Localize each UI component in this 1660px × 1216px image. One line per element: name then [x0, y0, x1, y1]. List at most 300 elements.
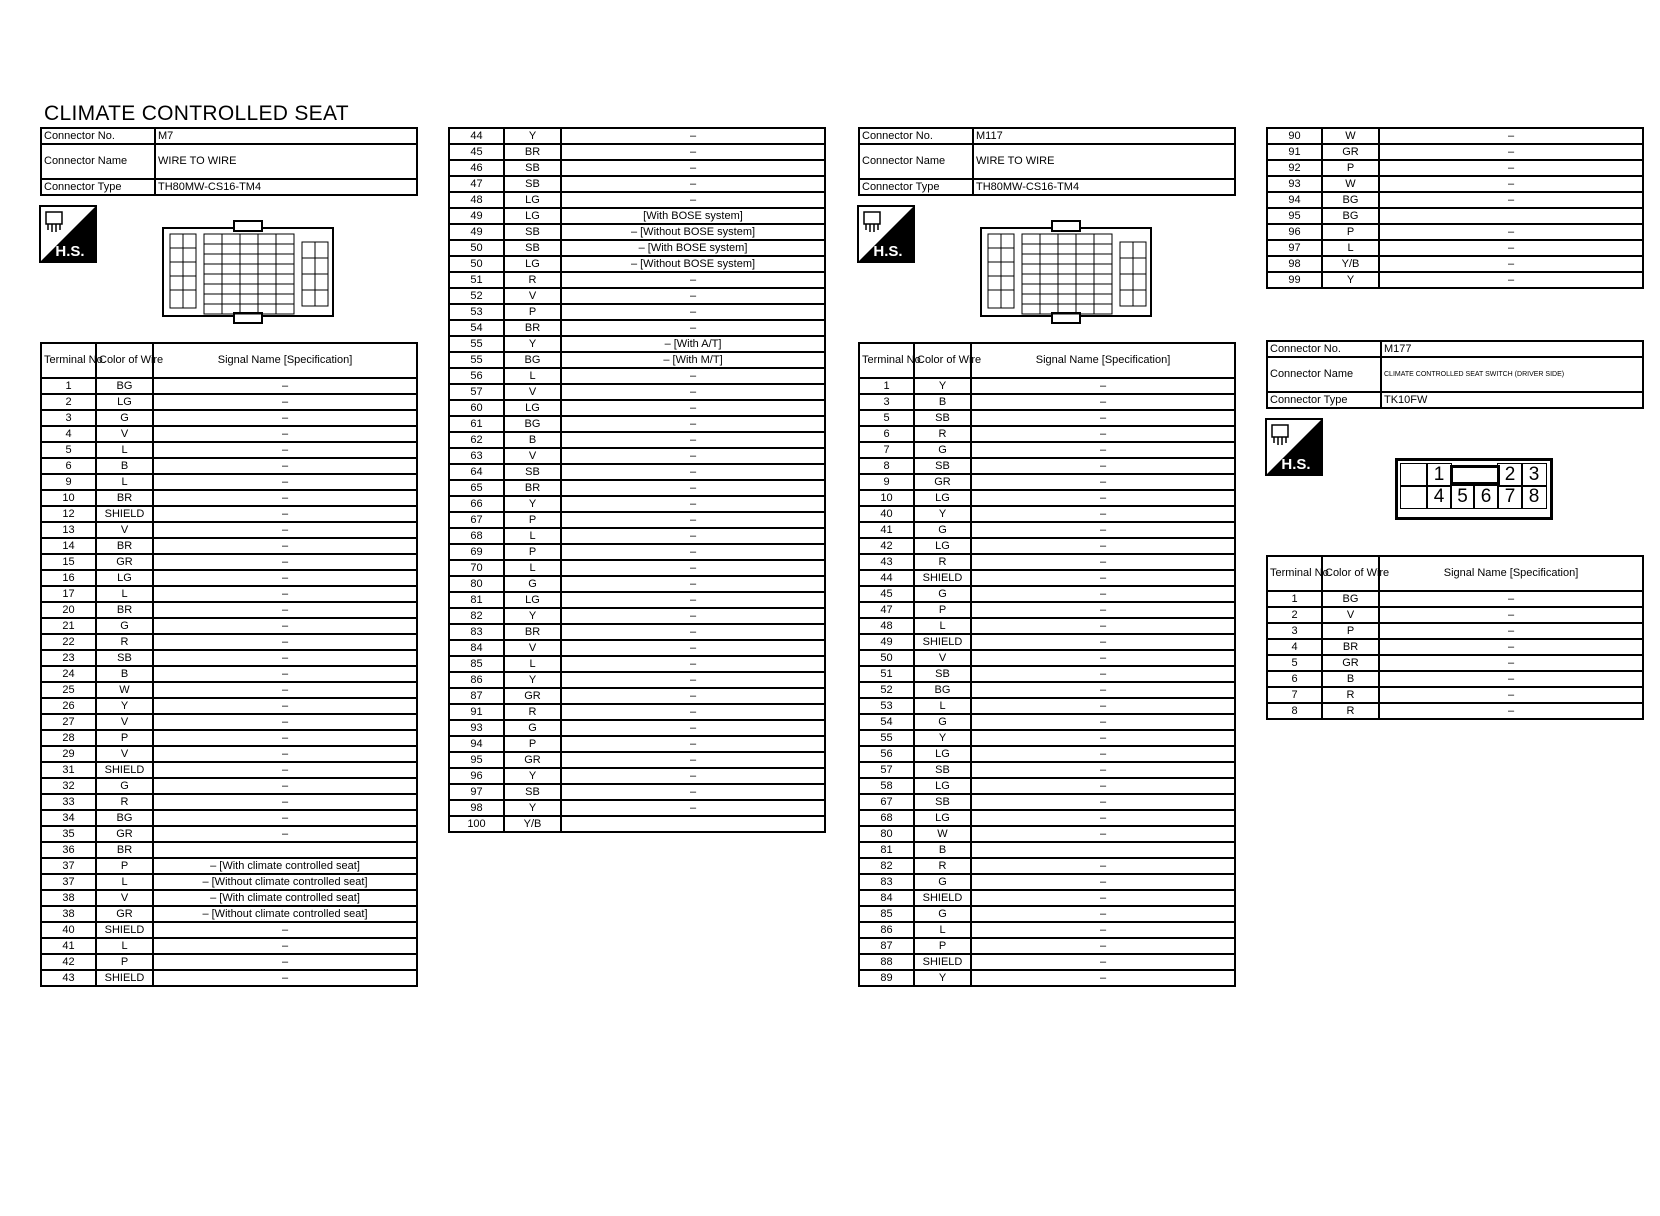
signal-name-cell: – [971, 458, 1235, 474]
signal-name-cell: – [561, 128, 825, 144]
hs-label: H.S. [55, 243, 85, 260]
signal-name-cell: – [971, 810, 1235, 826]
wire-color-cell: LG [504, 400, 561, 416]
wire-color-cell: P [96, 730, 153, 746]
table-row [41, 890, 417, 906]
signal-name-cell: – [1379, 607, 1643, 623]
wire-color-cell: LG [504, 208, 561, 224]
table-row [1267, 256, 1643, 272]
wire-color-cell: R [504, 704, 561, 720]
wire-color-cell: SB [914, 410, 971, 426]
table-row [449, 752, 825, 768]
terminal-no-cell: 95 [1267, 208, 1322, 224]
table-row [859, 826, 1235, 842]
terminal-no-cell: 90 [1267, 128, 1322, 144]
table-row [41, 730, 417, 746]
wire-color-cell: P [1322, 160, 1379, 176]
signal-name-cell: – [971, 746, 1235, 762]
terminal-no-cell: 54 [859, 714, 914, 730]
terminal-no-cell: 93 [1267, 176, 1322, 192]
wire-color-cell: BR [504, 320, 561, 336]
table-row [449, 768, 825, 784]
signal-name-cell: – [1379, 128, 1643, 144]
signal-name-cell: – [971, 954, 1235, 970]
table-row [449, 400, 825, 416]
m117-connector-diagram [980, 220, 1152, 324]
terminal-no-cell: 2 [41, 394, 96, 410]
wire-color-cell: P [1322, 224, 1379, 240]
terminal-no-cell: 93 [449, 720, 504, 736]
terminal-no-cell: 68 [449, 528, 504, 544]
signal-name-cell: – [971, 586, 1235, 602]
table-row [449, 592, 825, 608]
signal-name-cell: – [1379, 687, 1643, 703]
signal-name-cell: – [Without BOSE system] [561, 224, 825, 240]
signal-name-cell: – [153, 538, 417, 554]
signal-name-cell [971, 842, 1235, 858]
table-row [41, 586, 417, 602]
pin-label: 6 [1473, 485, 1499, 509]
terminal-no-cell: 48 [449, 192, 504, 208]
table-row [449, 480, 825, 496]
signal-name-cell: – [153, 490, 417, 506]
table-row [41, 666, 417, 682]
signal-name-cell: – [561, 576, 825, 592]
signal-name-cell: – [561, 672, 825, 688]
table-row [859, 730, 1235, 746]
signal-name-cell: – [1379, 192, 1643, 208]
m117-terminal-table [858, 342, 1236, 987]
terminal-no-cell: 6 [1267, 671, 1322, 687]
table-row [1267, 128, 1643, 144]
wire-color-cell: BG [504, 416, 561, 432]
table-row [41, 954, 417, 970]
signal-name-cell: – [971, 922, 1235, 938]
terminal-no-cell: 1 [41, 378, 96, 394]
table-row [449, 240, 825, 256]
table-row [859, 650, 1235, 666]
terminal-no-cell: 24 [41, 666, 96, 682]
terminal-no-cell: 1 [859, 378, 914, 394]
wire-color-cell: Y [914, 378, 971, 394]
wire-color-cell: L [914, 618, 971, 634]
table-row [859, 586, 1235, 602]
terminal-no-cell: 40 [41, 922, 96, 938]
table-row [41, 682, 417, 698]
wire-color-cell: B [914, 842, 971, 858]
signal-name-cell: – [561, 176, 825, 192]
connector-name-label: Connector Name [41, 144, 155, 179]
signal-name-cell: – [1379, 591, 1643, 607]
terminal-no-cell: 43 [41, 970, 96, 986]
signal-name-cell: – [153, 378, 417, 394]
terminal-no-cell: 96 [449, 768, 504, 784]
table-row [859, 682, 1235, 698]
table-row [449, 656, 825, 672]
signal-name-cell: – [1379, 671, 1643, 687]
signal-name-cell: – [971, 938, 1235, 954]
table-row [859, 442, 1235, 458]
wire-color-cell: V [96, 890, 153, 906]
signal-name-cell: – [561, 656, 825, 672]
hs-label: H.S. [1281, 456, 1311, 473]
wire-color-cell: BG [1322, 192, 1379, 208]
connector-name-label: Connector Name [1267, 357, 1381, 392]
table-row [1267, 607, 1643, 623]
table-row [1267, 176, 1643, 192]
signal-name-header: Signal Name [Specification] [971, 343, 1235, 378]
wire-color-cell: BR [96, 602, 153, 618]
wire-color-cell: SHIELD [914, 954, 971, 970]
signal-name-cell: – [153, 730, 417, 746]
wire-color-cell: G [96, 778, 153, 794]
table-row [449, 304, 825, 320]
pin-label: 5 [1450, 485, 1475, 509]
m177-terminal-table [1266, 555, 1644, 720]
table-row [41, 858, 417, 874]
signal-name-cell: – [971, 714, 1235, 730]
wire-color-cell: L [914, 698, 971, 714]
table-row [449, 784, 825, 800]
terminal-no-cell: 4 [1267, 639, 1322, 655]
terminal-no-cell: 3 [859, 394, 914, 410]
signal-name-cell: – [561, 272, 825, 288]
wire-color-cell: SB [504, 160, 561, 176]
terminal-no-cell: 20 [41, 602, 96, 618]
wire-color-cell: L [96, 586, 153, 602]
signal-name-cell: [With BOSE system] [561, 208, 825, 224]
wire-color-cell: R [96, 794, 153, 810]
wire-color-cell: V [96, 746, 153, 762]
terminal-no-cell: 42 [859, 538, 914, 554]
terminal-no-cell: 88 [859, 954, 914, 970]
wire-color-cell: SB [914, 762, 971, 778]
wire-color-cell: L [96, 474, 153, 490]
table-row [1267, 240, 1643, 256]
wire-color-cell: LG [914, 490, 971, 506]
m117-info-table [858, 127, 1236, 196]
m7-connector-no: M7 [155, 128, 417, 144]
terminal-no-cell: 58 [859, 778, 914, 794]
signal-name-cell: – [561, 368, 825, 384]
wire-color-cell: SB [914, 458, 971, 474]
terminal-no-cell: 53 [859, 698, 914, 714]
signal-name-cell: – [561, 320, 825, 336]
m117-connector-name: WIRE TO WIRE [973, 144, 1235, 179]
wire-color-cell: G [96, 410, 153, 426]
terminal-no-cell: 9 [41, 474, 96, 490]
table-row [1267, 192, 1643, 208]
signal-name-cell: – [With climate controlled seat] [153, 858, 417, 874]
table-row [41, 490, 417, 506]
terminal-no-cell: 45 [449, 144, 504, 160]
terminal-no-cell: 42 [41, 954, 96, 970]
table-row [449, 816, 825, 832]
terminal-no-cell: 32 [41, 778, 96, 794]
wire-color-cell: SB [504, 224, 561, 240]
signal-name-cell: – [971, 858, 1235, 874]
wire-color-cell: V [504, 384, 561, 400]
terminal-no-header: Terminal No. [859, 343, 914, 378]
terminal-no-cell: 22 [41, 634, 96, 650]
signal-name-cell: – [Without climate controlled seat] [153, 874, 417, 890]
table-row [449, 608, 825, 624]
signal-name-cell: – [971, 778, 1235, 794]
terminal-no-cell: 98 [449, 800, 504, 816]
table-row [859, 922, 1235, 938]
signal-name-cell: – [561, 720, 825, 736]
connector-no-label: Connector No. [859, 128, 973, 144]
m117-connector-no: M117 [973, 128, 1235, 144]
terminal-no-cell: 55 [449, 352, 504, 368]
terminal-no-cell: 8 [859, 458, 914, 474]
signal-name-cell: – [153, 394, 417, 410]
signal-name-cell: – [971, 650, 1235, 666]
wire-color-cell: V [1322, 607, 1379, 623]
terminal-no-cell: 65 [449, 480, 504, 496]
table-row [449, 544, 825, 560]
wire-color-cell: SHIELD [96, 506, 153, 522]
table-row [1267, 639, 1643, 655]
signal-name-cell: – [561, 640, 825, 656]
terminal-no-cell: 4 [41, 426, 96, 442]
signal-name-cell: – [561, 688, 825, 704]
wire-color-cell: Y [1322, 272, 1379, 288]
terminal-no-cell: 94 [449, 736, 504, 752]
connector-no-label: Connector No. [1267, 341, 1381, 357]
signal-name-cell: – [971, 874, 1235, 890]
terminal-no-cell: 5 [41, 442, 96, 458]
wire-color-cell: G [914, 442, 971, 458]
signal-name-cell: – [1379, 224, 1643, 240]
table-row [41, 538, 417, 554]
terminal-no-cell: 46 [449, 160, 504, 176]
table-row [449, 640, 825, 656]
signal-name-cell: – [971, 618, 1235, 634]
signal-name-cell: – [561, 304, 825, 320]
table-row [859, 890, 1235, 906]
signal-name-cell: – [153, 474, 417, 490]
wire-color-cell: G [914, 586, 971, 602]
signal-name-cell: – [153, 634, 417, 650]
wire-color-cell: BG [96, 810, 153, 826]
table-row [41, 826, 417, 842]
pin-label: 8 [1521, 485, 1547, 509]
terminal-no-cell: 57 [859, 762, 914, 778]
table-row [1267, 144, 1643, 160]
terminal-no-cell: 49 [859, 634, 914, 650]
m177-connector-type: TK10FW [1381, 392, 1643, 408]
terminal-no-cell: 51 [449, 272, 504, 288]
table-row [449, 192, 825, 208]
harness-side-icon [40, 206, 96, 262]
terminal-no-cell: 87 [449, 688, 504, 704]
table-row [859, 602, 1235, 618]
wire-color-cell: V [96, 522, 153, 538]
table-row [1267, 224, 1643, 240]
signal-name-cell: – [561, 288, 825, 304]
table-row [859, 938, 1235, 954]
signal-name-cell: – [971, 570, 1235, 586]
terminal-no-cell: 80 [859, 826, 914, 842]
terminal-no-cell: 1 [1267, 591, 1322, 607]
table-row [449, 352, 825, 368]
signal-name-cell: – [153, 762, 417, 778]
signal-name-cell: – [561, 512, 825, 528]
signal-name-cell: – [971, 666, 1235, 682]
signal-name-cell [153, 842, 417, 858]
terminal-no-cell: 17 [41, 586, 96, 602]
wire-color-cell: G [504, 720, 561, 736]
terminal-no-cell: 9 [859, 474, 914, 490]
table-row [41, 506, 417, 522]
m7-connector-name: WIRE TO WIRE [155, 144, 417, 179]
table-row [449, 720, 825, 736]
wire-color-cell: SB [504, 784, 561, 800]
harness-side-icon [1266, 419, 1322, 475]
signal-name-cell: – [971, 762, 1235, 778]
terminal-no-cell: 84 [449, 640, 504, 656]
wire-color-cell: R [1322, 703, 1379, 719]
table-row [41, 554, 417, 570]
table-row [859, 778, 1235, 794]
table-row [449, 464, 825, 480]
hs-label: H.S. [873, 243, 903, 260]
table-row [41, 794, 417, 810]
wire-color-cell: V [504, 640, 561, 656]
color-of-wire-header: Color of Wire [914, 343, 971, 378]
table-row [449, 704, 825, 720]
wire-color-cell: B [1322, 671, 1379, 687]
table-row [859, 698, 1235, 714]
signal-name-cell: – [153, 746, 417, 762]
signal-name-cell: – [561, 608, 825, 624]
table-row [41, 906, 417, 922]
table-row [449, 624, 825, 640]
terminal-no-cell: 97 [449, 784, 504, 800]
terminal-no-cell: 54 [449, 320, 504, 336]
terminal-no-cell: 5 [859, 410, 914, 426]
wire-color-cell: G [504, 576, 561, 592]
wire-color-cell: P [96, 954, 153, 970]
table-row [449, 736, 825, 752]
terminal-no-cell: 38 [41, 890, 96, 906]
table-row [41, 410, 417, 426]
table-row [859, 474, 1235, 490]
signal-name-cell: – [153, 714, 417, 730]
signal-name-cell: – [561, 432, 825, 448]
m117-connector-type: TH80MW-CS16-TM4 [973, 179, 1235, 195]
terminal-no-cell: 7 [1267, 687, 1322, 703]
terminal-no-cell: 45 [859, 586, 914, 602]
terminal-no-cell: 28 [41, 730, 96, 746]
wire-color-cell: V [504, 288, 561, 304]
signal-name-cell: – [561, 800, 825, 816]
signal-name-cell: – [971, 394, 1235, 410]
signal-name-cell: – [561, 464, 825, 480]
terminal-no-cell: 49 [449, 224, 504, 240]
terminal-no-cell: 55 [449, 336, 504, 352]
wire-color-cell: LG [914, 538, 971, 554]
wire-color-cell: P [914, 602, 971, 618]
signal-name-cell: – [971, 682, 1235, 698]
wire-color-cell: Y [504, 608, 561, 624]
terminal-no-cell: 50 [449, 240, 504, 256]
signal-name-cell: – [971, 554, 1235, 570]
signal-name-cell: – [561, 784, 825, 800]
signal-name-cell: – [153, 554, 417, 570]
terminal-no-cell: 16 [41, 570, 96, 586]
table-row [859, 874, 1235, 890]
signal-name-cell: – [561, 496, 825, 512]
table-row [449, 144, 825, 160]
terminal-no-cell: 83 [449, 624, 504, 640]
table-row [41, 922, 417, 938]
wire-color-cell: BG [1322, 208, 1379, 224]
m7-info-table [40, 127, 418, 196]
signal-name-cell: – [1379, 160, 1643, 176]
table-row [859, 954, 1235, 970]
wire-color-cell: L [504, 368, 561, 384]
signal-name-cell: – [153, 522, 417, 538]
terminal-no-cell: 25 [41, 682, 96, 698]
wire-color-cell: LG [504, 192, 561, 208]
signal-name-cell: – [971, 378, 1235, 394]
terminal-no-cell: 81 [859, 842, 914, 858]
signal-name-cell: – [971, 426, 1235, 442]
wire-color-cell: L [504, 528, 561, 544]
signal-name-cell: – [971, 826, 1235, 842]
table-row [859, 410, 1235, 426]
table-row [449, 384, 825, 400]
terminal-no-cell: 13 [41, 522, 96, 538]
terminal-no-cell: 34 [41, 810, 96, 826]
table-row [41, 602, 417, 618]
signal-name-cell: – [153, 810, 417, 826]
wire-color-cell: V [504, 448, 561, 464]
signal-name-cell: – [With M/T] [561, 352, 825, 368]
signal-name-cell: – [153, 442, 417, 458]
signal-name-cell: – [153, 666, 417, 682]
table-row [1267, 687, 1643, 703]
wire-color-cell: BG [1322, 591, 1379, 607]
terminal-no-cell: 8 [1267, 703, 1322, 719]
terminal-no-cell: 6 [41, 458, 96, 474]
wire-color-cell: BR [96, 490, 153, 506]
table-row [449, 272, 825, 288]
wire-color-cell: BG [914, 682, 971, 698]
terminal-no-header: Terminal No. [1267, 556, 1322, 591]
table-row [41, 698, 417, 714]
wire-color-cell: BR [1322, 639, 1379, 655]
table-row [449, 160, 825, 176]
wire-color-cell: P [1322, 623, 1379, 639]
signal-name-cell: – [153, 682, 417, 698]
terminal-no-cell: 86 [449, 672, 504, 688]
table-row [1267, 703, 1643, 719]
signal-name-cell: – [971, 730, 1235, 746]
signal-name-header: Signal Name [Specification] [1379, 556, 1643, 591]
terminal-no-cell: 47 [449, 176, 504, 192]
terminal-no-cell: 55 [859, 730, 914, 746]
terminal-no-cell: 27 [41, 714, 96, 730]
terminal-no-cell: 91 [1267, 144, 1322, 160]
terminal-no-cell: 100 [449, 816, 504, 832]
table-row [859, 970, 1235, 986]
wire-color-cell: GR [96, 826, 153, 842]
signal-name-cell: – [Without climate controlled seat] [153, 906, 417, 922]
terminal-no-cell: 37 [41, 874, 96, 890]
